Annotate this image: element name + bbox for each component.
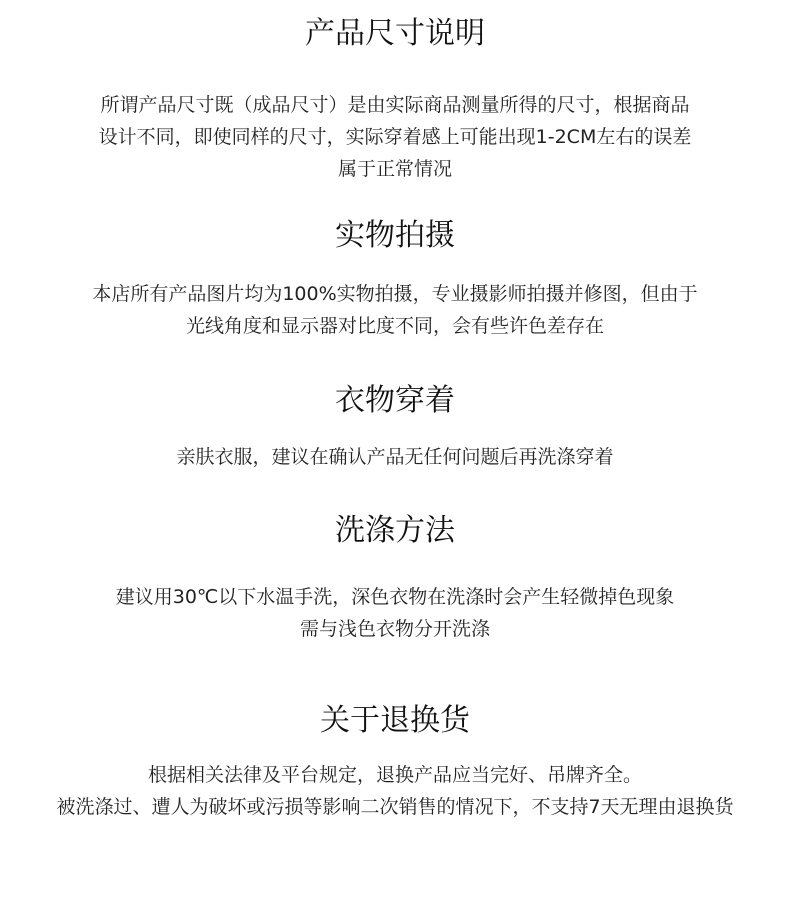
body-line: 需与浅色衣物分开洗涤 — [299, 618, 490, 640]
section-body-washing — [0, 581, 790, 645]
body-line: 属于正常情况 — [337, 158, 452, 180]
section-title-washing: 洗涤方法 — [335, 513, 455, 548]
body-line: 所谓产品尺寸既（成品尺寸）是由实际商品测量所得的尺寸，根据商品 — [100, 94, 690, 116]
section-title-returns: 关于退换货 — [320, 703, 470, 738]
body-line: 亲肤衣服，建议在确认产品无任何问题后再洗涤穿着 — [176, 446, 614, 468]
section-body-size — [0, 89, 790, 185]
body-line: 根据相关法律及平台规定，退换产品应当完好、吊牌齐全。 — [147, 764, 642, 786]
section-title-size: 产品尺寸说明 — [305, 16, 485, 51]
section-title-wearing: 衣物穿着 — [335, 383, 455, 418]
section-body-returns — [0, 759, 790, 823]
body-line: 光线角度和显示器对比度不同，会有些许色差存在 — [185, 315, 604, 337]
body-line: 被洗涤过、遭人为破坏或污损等影响二次销售的情况下，不支持7天无理由退换货 — [56, 796, 734, 818]
body-line: 本店所有产品图片均为100%实物拍摄，专业摄影师拍摄并修图，但由于 — [92, 283, 698, 305]
body-line: 设计不同，即使同样的尺寸，实际穿着感上可能出现1-2CM左右的误差 — [98, 126, 692, 148]
section-body-photo — [0, 278, 790, 342]
body-line: 建议用30℃以下水温手洗，深色衣物在洗涤时会产生轻微掉色现象 — [115, 586, 675, 608]
section-title-photo: 实物拍摄 — [335, 218, 455, 253]
section-body-wearing — [0, 441, 790, 473]
